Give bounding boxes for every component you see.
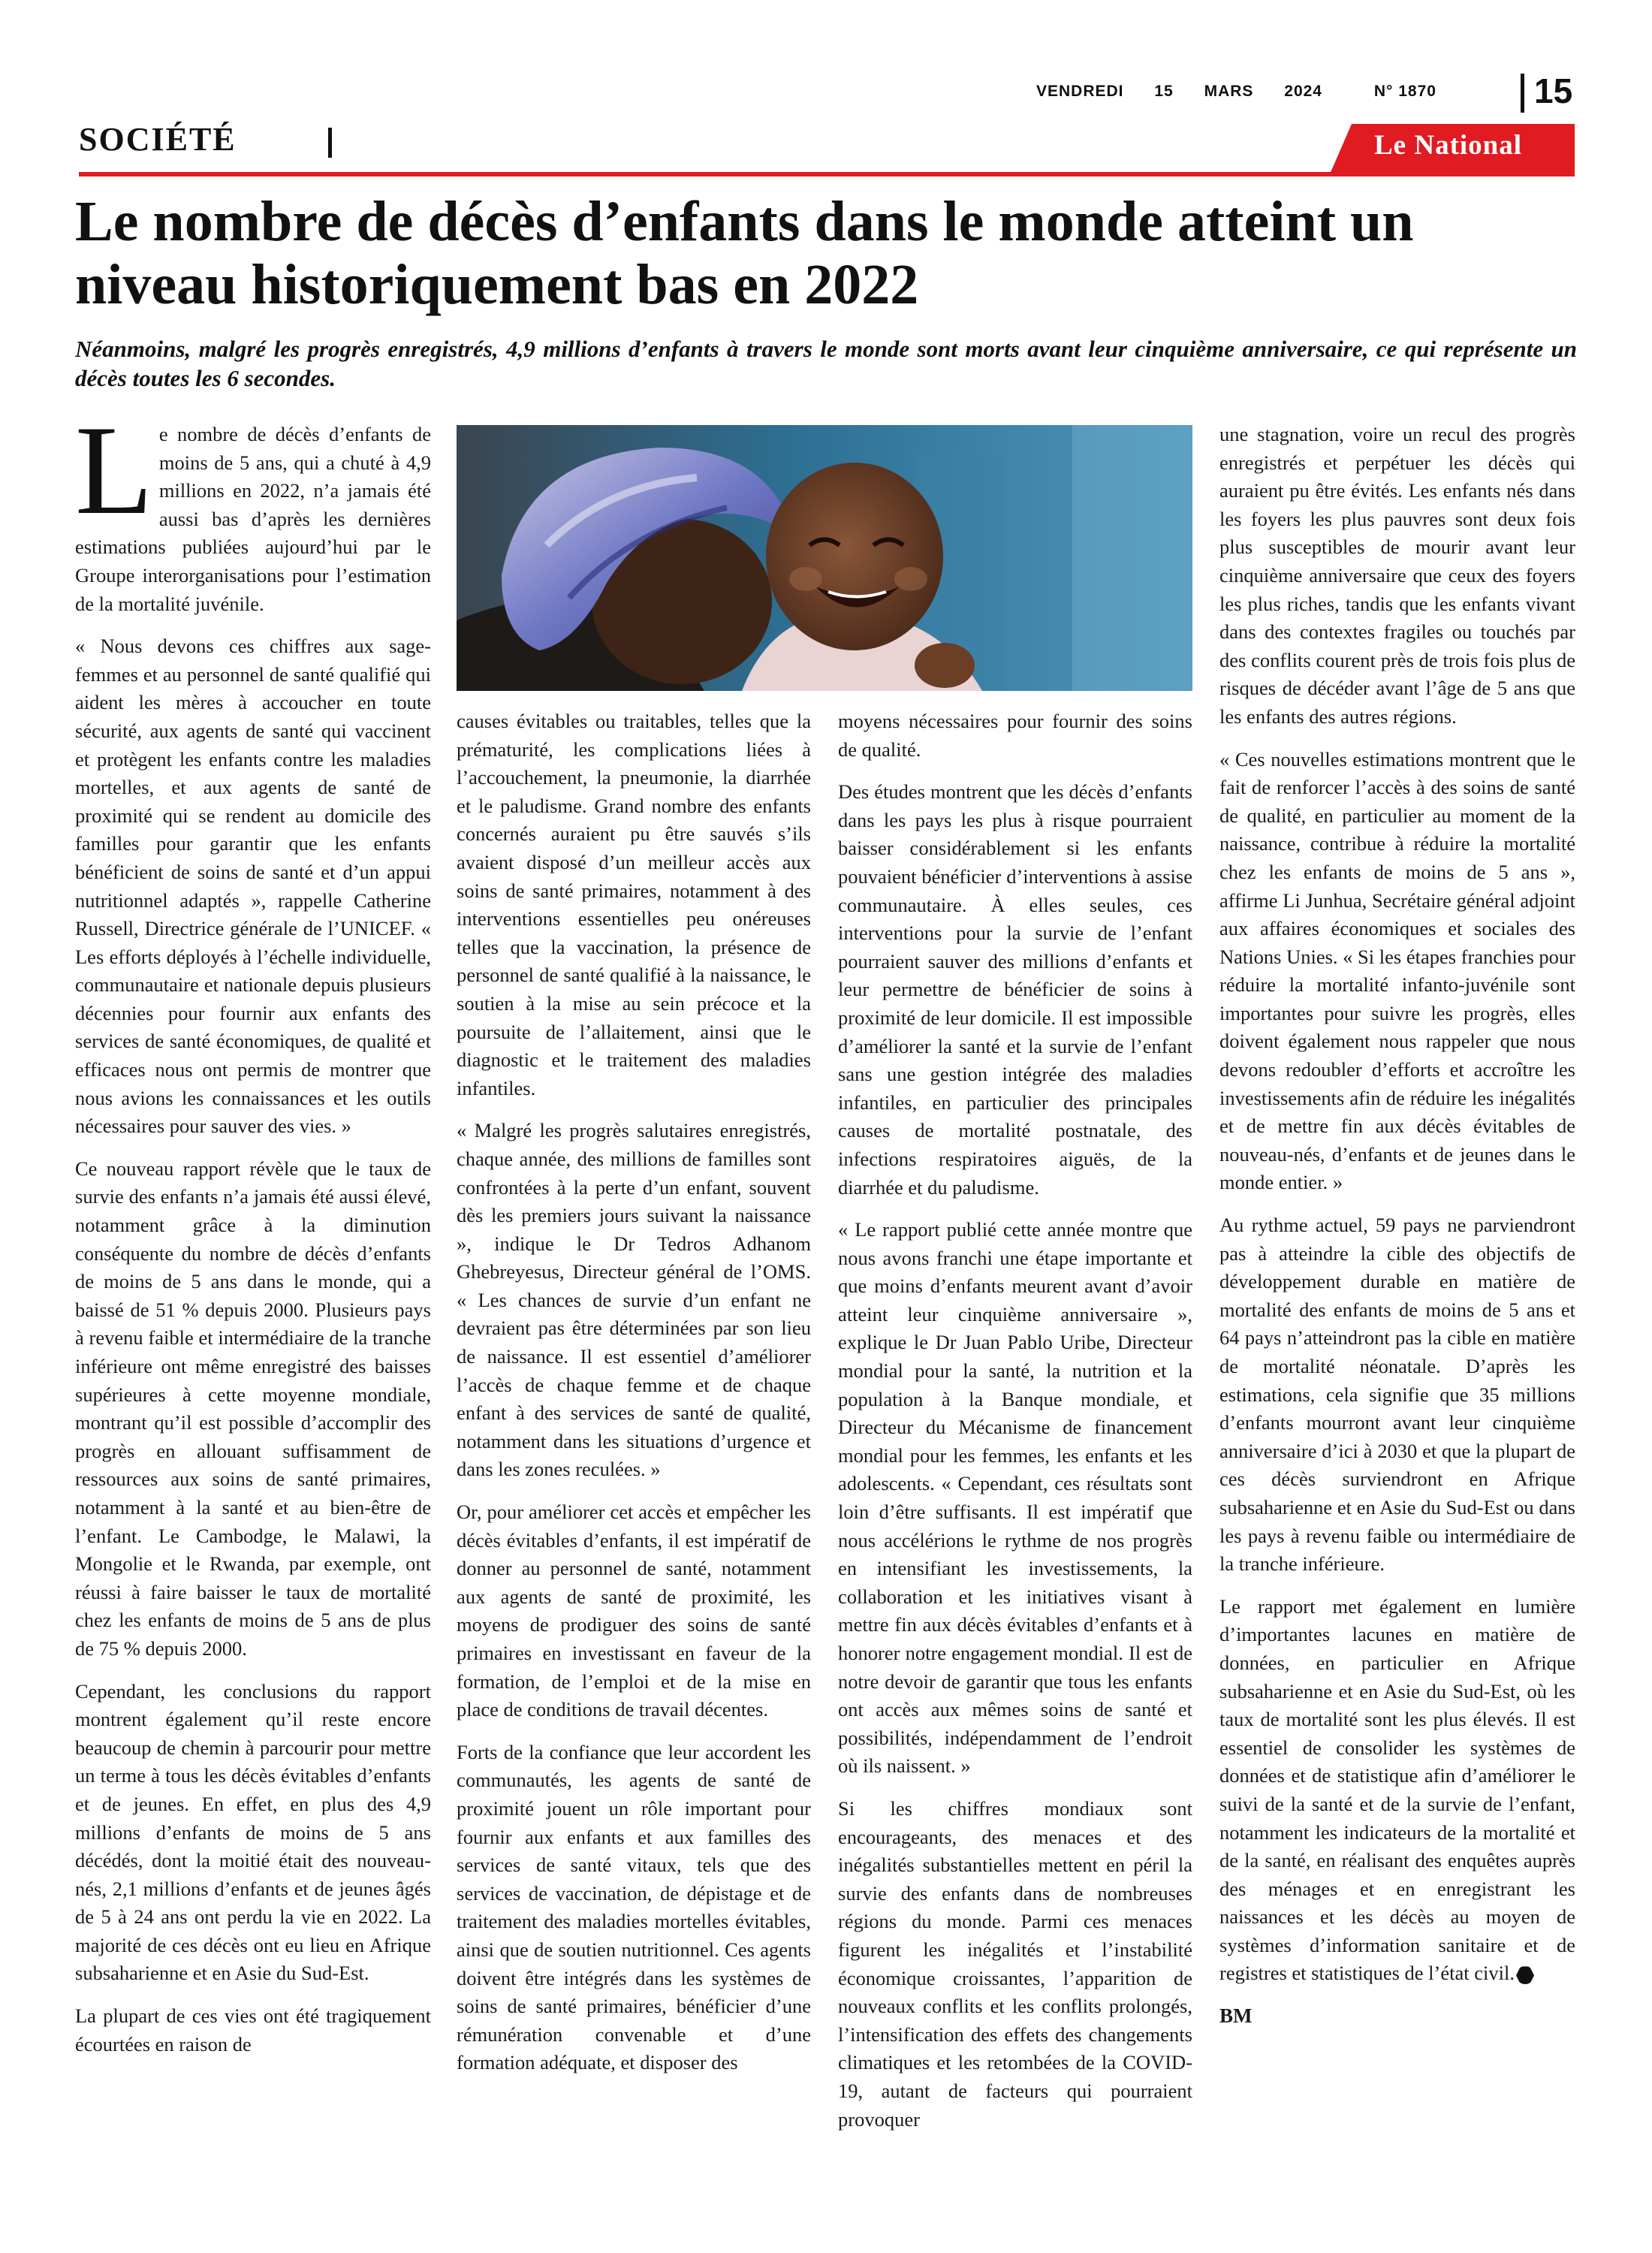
byline: BM — [1219, 2004, 1253, 2028]
date-line — [1036, 83, 1462, 101]
mother-and-smiling-baby-photo-icon — [457, 425, 1192, 691]
article-paragraph: Cependant, les conclusions du rapport montrent également qu’il reste encore beaucoup de chemin à parcourir pour mettre un terme à tous les décès évitables d’enfants et de jeunes. En effet, en plus des 4,9 millions d’enfants de moins de 5 ans décédés, dont la moitié était des nouveau-nés, 2,1 millions d’enfants et de jeunes âgés de 5 à 24 ans ont perdu la vie en 2022. La majorité de ces décès ont eu lieu en Afrique subsaharienne et en Asie du Sud-Est. — [75, 1679, 431, 1985]
issue-number: N° 1870 — [1373, 83, 1436, 100]
article-paragraph: Si les chiffres mondiaux sont encourageants, des menaces et des inégalités substantielles mettent en péril la survie des enfants dans de nombreuses régions du monde. Parmi ces menaces figurent les inégalités et l’instabilité économique croissantes, l’apparition de nouveaux conflits et les conflits prolongés, l’intensification des effets des changements climatiques et les retombées de la COVID-19, autant de facteurs qui pourraient provoquer — [838, 1796, 1192, 2131]
section-divider — [328, 128, 332, 158]
article-deck: Néanmoins, malgré les progrès enregistrés, 4,9 millions d’enfants à travers le monde sont morts avant leur cinquième anniversaire, ce qui représente un décès toutes les 6 secondes. — [75, 336, 1577, 391]
article-paragraph: moyens nécessaires pour fournir des soins de qualité. — [838, 710, 1192, 761]
paragraph-text: e nombre de décès d’enfants de moins de 5 ans, qui a chuté à 4,9 millions en 2022, n’a jamais été aussi bas d’après les dernières estimations publiées aujourd’hui par le Groupe interorganisations pour l’estimation de la mortalité juvénile. — [75, 423, 431, 615]
article-paragraph: une stagnation, voire un recul des progrès enregistrés et perpétuer les décès qui auraient pu être évités. Les enfants nés dans les foyers les plus pauvres sont deux fois plus susceptibles de mourir avant leur cinquième anniversaire que ceux des foyers les plus riches, tandis que les enfants vivant dans des contextes fragiles ou touchés par des conflits courent près de trois fois plus de risques de décéder avant l’âge de 5 ans que les enfants des autres régions. — [1219, 423, 1575, 728]
header-rule — [79, 172, 1575, 176]
paragraph-text: Le rapport met également en lumière d’importantes lacunes en matière de données, en particulier en Afrique subsaharienne et en Asie du Sud-Est, où les taux de mortalité sont les plus élevés. Il est essentiel de consolider les systèmes de données et de statistique afin d’améliorer le suivi de la santé et de la survie de l’enfant, notamment les indicateurs de la mortalité et de la santé, en réalisant des enquêtes auprès des ménages et en enregistrant les naissances et les décès au moyen de systèmes d’information sanitaire et de registres et statistiques de l’état civil. — [1219, 1594, 1575, 1985]
article-column-1 — [75, 421, 431, 2223]
drop-cap: L — [75, 421, 153, 541]
date-number: 15 — [1154, 83, 1174, 100]
article-photo — [457, 425, 1192, 691]
article-paragraph — [75, 421, 431, 618]
article-paragraph: « Nous devons ces chiffres aux sage-femmes et au personnel de santé qualifié qui aident les mères à accoucher en toute sécurité, aux agents de santé qui vaccinent et protègent les enfants contre les maladies mortelles, et aux agents de santé de proximité qui se rendent au domicile des familles pour garantir que les enfants bénéficient de soins de santé et d’un appui nutritionnel adaptés », rappelle Catherine Russell, Directrice générale de l’UNICEF. « Les efforts déployés à l’échelle individuelle, communautaire et nationale depuis plusieurs décennies pour fournir aux enfants des services de santé économiques, de qualité et efficaces nous ont permis de montrer que nous avions les connaissances et les outils nécessaires pour sauver des vies. » — [75, 635, 431, 1138]
end-of-article-icon — [1516, 1966, 1534, 1984]
article-paragraph: Ce nouveau rapport révèle que le taux de survie des enfants n’a jamais été aussi élevé, notamment grâce à la diminution conséquente du nombre de décès d’enfants de moins de 5 ans dans le monde, qui a baissé de 51 % depuis 2000. Plusieurs pays à revenu faible et intermédiaire de la tranche inférieure ont même enregistré des baisses supérieures à cette moyenne mondiale, montrant qu’il est possible d’accomplir des progrès en allouant suffisamment de ressources aux soins de santé primaires, notamment à la santé et au bien-être de l’enfant. Le Cambodge, le Malawi, la Mongolie et le Rwanda, par exemple, ont réussi à faire baisser le taux de mortalité chez les enfants de moins de 5 ans de plus de 75 % depuis 2000. — [75, 1157, 431, 1660]
article-paragraph: « Ces nouvelles estimations montrent que le fait de renforcer l’accès à des soins de santé de qualité, en particulier au moment de la naissance, contribue à réduire la mortalité chez les enfants de moins de 5 ans », affirme Li Junhua, Secrétaire général adjoint aux affaires économiques et sociales des Nations Unies. « Si les étapes franchies pour réduire la mortalité infanto-juvénile sont importantes pour suivre les progrès, elles doivent également nous rappeler que nous devons redoubler d’efforts et accroître les investissements afin de réduire les inégalités et de mettre fin aux décès évitables de nouveau-nés, d’enfants et de jeunes dans le monde entier. » — [1219, 747, 1575, 1194]
article-paragraph: Des études montrent que les décès d’enfants dans les pays les plus à risque pourraient baisser considérablement si les enfants pouvaient bénéficier d’interventions à assise communautaire. À elles seules, ces interventions pour la survie de l’enfant pourraient sauver des millions d’enfants et leur permettre de bénéficier de soins à proximité de leur domicile. Il est impossible d’améliorer la santé et la survie de l’enfant sans une gestion intégrée des maladies infantiles, en particulier des principales causes de mortalité postnatale, des infections respiratoires aiguës, de la diarrhée et du paludisme. — [838, 780, 1192, 1199]
section-title: SOCIÉTÉ — [79, 121, 237, 158]
date-year: 2024 — [1284, 83, 1322, 100]
article-column-4 — [1219, 421, 1575, 2253]
article-paragraph: « Malgré les progrès salutaires enregistrés, chaque année, des millions de familles sont confrontées à la perte d’un enfant, souvent dès les premiers jours suivant la naissance », indique le Dr Tedros Adhanom Ghebreyesus, Directeur général de l’OMS. « Les chances de survie d’un enfant ne devraient pas être déterminées par son lieu de naissance. Il est essentiel d’améliorer l’accès de chaque femme et de chaque enfant à des services de santé de qualité, notamment dans les situations d’urgence et dans les zones reculées. » — [457, 1119, 811, 1481]
date-month: MARS — [1204, 83, 1254, 100]
brand-name: Le National — [1374, 130, 1523, 161]
article-headline: Le nombre de décès d’enfants dans le monde atteint un niveau historiquement bas en 2022 — [75, 190, 1414, 316]
article-paragraph: Au rythme actuel, 59 pays ne parviendront pas à atteindre la cible des objectifs de développement durable en matière de mortalité des enfants de moins de 5 ans et 64 pays n’atteindront pas la cible en matière de mortalité néonatale. D’après les estimations, cela signifie que 35 millions d’enfants mourront avant leur cinquième anniversaire d’ici à 2030 et que la plupart de ces décès surviendront en Afrique subsaharienne et en Asie du Sud-Est ou dans les pays à revenu faible ou intermédiaire de la tranche inférieure. — [1219, 1214, 1575, 1576]
article-column-2 — [457, 707, 811, 2224]
article-paragraph: causes évitables ou traitables, telles que la prématurité, les complications liées à l’accouchement, la pneumonie, la diarrhée et le paludisme. Grand nombre des enfants concernés auraient pu être sauvés s’ils avaient disposé d’un meilleur accès aux soins de santé primaires, notamment à des interventions essentielles peu onéreuses telles que la vaccination, la présence de personnel de santé qualifié à la naissance, le soutien à la mise au sein précoce et la poursuite de l’allaitement, ainsi que le diagnostic et le traitement des maladies infantiles. — [457, 710, 811, 1099]
date-day: VENDREDI — [1036, 83, 1124, 100]
article-paragraph: Forts de la confiance que leur accordent les communautés, les agents de santé de proximité jouent un rôle important pour fournir aux enfants et aux familles des services de santé vitaux, tels que des services de vaccination, de dépistage et de traitement des maladies mortelles évitables, ainsi que de soutien nutritionnel. Ces agents doivent être intégrés dans les systèmes de soins de santé primaires, bénéficier d’une rémunération convenable et d’une formation adéquate, et disposer des — [457, 1740, 811, 2074]
page-number-divider — [1521, 74, 1524, 113]
article-paragraph — [1219, 1593, 1575, 1988]
article-paragraph: La plupart de ces vies ont été tragiquement écourtées en raison de — [75, 2004, 431, 2055]
article-paragraph: Or, pour améliorer cet accès et empêcher les décès évitables d’enfants, il est impératif de donner au personnel de santé, notamment aux agents de santé de proximité, les moyens de prodiguer des soins de santé primaires en investissant en faveur de la formation, de l’emploi et de la mise en place de conditions de travail décentes. — [457, 1500, 811, 1721]
article-column-3 — [838, 707, 1192, 2224]
article-paragraph: « Le rapport publié cette année montre que nous avons franchi une étape importante et que moins d’enfants meurent avant d’avoir atteint leur cinquième anniversaire », explique le Dr Juan Pablo Uribe, Directeur mondial pour la santé, la nutrition et la population à la Banque mondiale, et Directeur du Mécanisme de financement mondial pour les femmes, les enfants et les adolescents. « Cependant, ces résultats sont loin d’être suffisants. Il est impératif que nous accélérions le rythme de nos progrès en intensifiant les investissements, la collaboration et les initiatives visant à mettre fin aux décès évitables d’enfants et à honorer notre engagement mondial. Il est de notre devoir de garantir que tous les enfants ont accès aux mêmes soins de santé et possibilités, indépendamment de l’endroit où ils naissent. » — [838, 1218, 1192, 1778]
page-number: 15 — [1534, 71, 1573, 110]
